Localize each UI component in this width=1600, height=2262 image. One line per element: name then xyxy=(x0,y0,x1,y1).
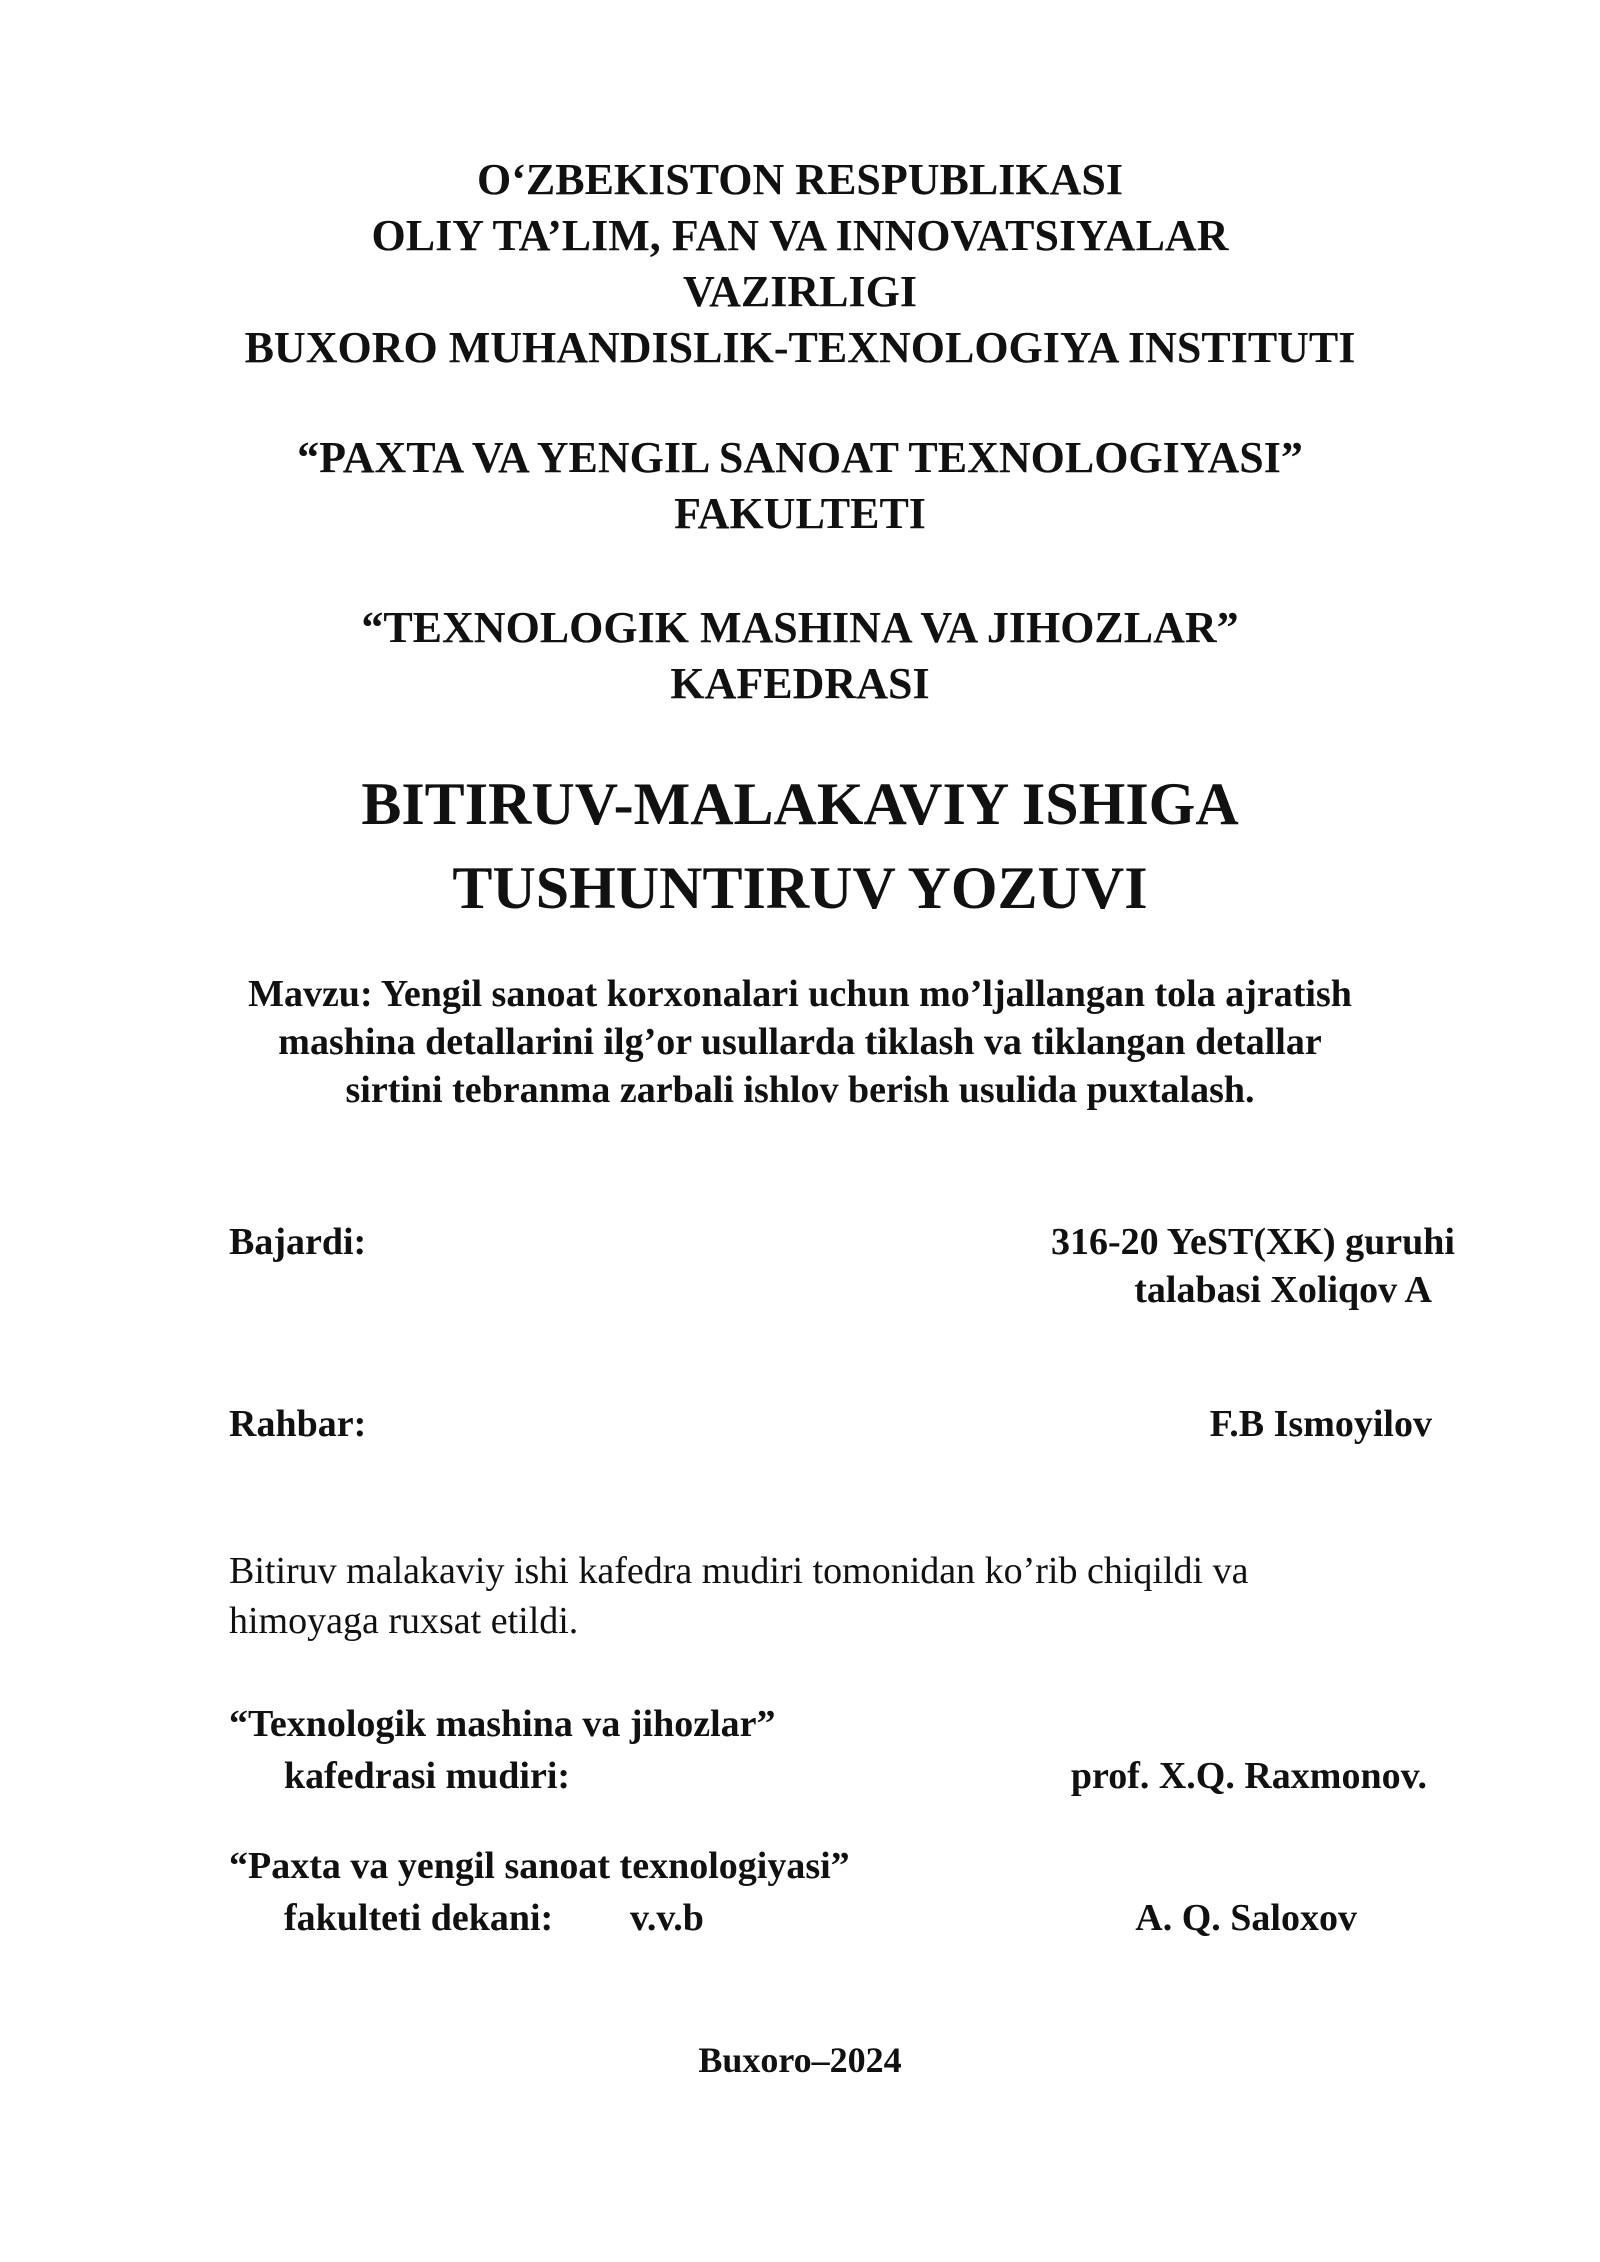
header-line: BUXORO MUHANDISLIK-TEXNOLOGIYA INSTITUTI xyxy=(244,323,1356,372)
performer-student: talabasi Xoliqov A xyxy=(1134,1269,1432,1311)
department-head-name: prof. X.Q. Raxmonov. xyxy=(1070,1755,1427,1797)
ministry-header xyxy=(0,152,1600,376)
department-line: “TEXNOLOGIK MASHINA VA JIHOZLAR” xyxy=(361,603,1239,652)
topic-line: sirtini tebranma zarbali ishlov berish usulida puxtalash. xyxy=(345,1069,1255,1111)
faculty-line: “PAXTA VA YENGIL SANOAT TEXNOLOGIYASI” xyxy=(297,433,1303,482)
dean-name: A. Q. Saloxov xyxy=(1135,1897,1357,1939)
topic-line: Mavzu: Yengil sanoat korxonalari uchun mo’ljallangan tola ajratish xyxy=(248,973,1352,1015)
title-line: BITIRUV-MALAKAVIY ISHIGA xyxy=(361,771,1239,837)
approval-line: himoyaga ruxsat etildi. xyxy=(229,1600,579,1642)
document-title xyxy=(0,762,1600,930)
header-line: OLIY TA’LIM, FAN VA INNOVATSIYALAR xyxy=(371,211,1229,260)
city-year: Buxoro–2024 xyxy=(698,2040,902,2080)
title-line: TUSHUNTIRUV YOZUVI xyxy=(452,855,1148,921)
performer-group: 316-20 YeST(XK) guruhi xyxy=(1051,1221,1455,1263)
dean-role: fakulteti dekani: xyxy=(284,1897,554,1939)
supervisor-label: Rahbar: xyxy=(229,1403,367,1445)
header-line: VAZIRLIGI xyxy=(683,267,917,316)
approval-statement xyxy=(229,1546,1248,1646)
topic-line: mashina detallarini ilg’or usullarda tiklash va tiklangan detallar xyxy=(278,1021,1322,1063)
topic-block xyxy=(0,970,1600,1114)
header-line: O‘ZBEKISTON RESPUBLIKASI xyxy=(477,155,1123,204)
faculty-heading xyxy=(0,430,1600,542)
department-heading xyxy=(0,600,1600,712)
dean-acting-mark: v.v.b xyxy=(630,1897,704,1939)
faculty-line: FAKULTETI xyxy=(674,489,926,538)
supervisor-name: F.B Ismoyilov xyxy=(1209,1403,1432,1445)
department-head-role: kafedrasi mudiri: xyxy=(284,1755,571,1797)
department-line: KAFEDRASI xyxy=(670,659,930,708)
dean-title: “Paxta va yengil sanoat texnologiyasi” xyxy=(229,1845,850,1887)
department-head-title: “Texnologik mashina va jihozlar” xyxy=(229,1703,776,1745)
performer-label: Bajardi: xyxy=(229,1221,367,1263)
approval-line: Bitiruv malakaviy ishi kafedra mudiri tomonidan ko’rib chiqildi va xyxy=(229,1550,1249,1592)
